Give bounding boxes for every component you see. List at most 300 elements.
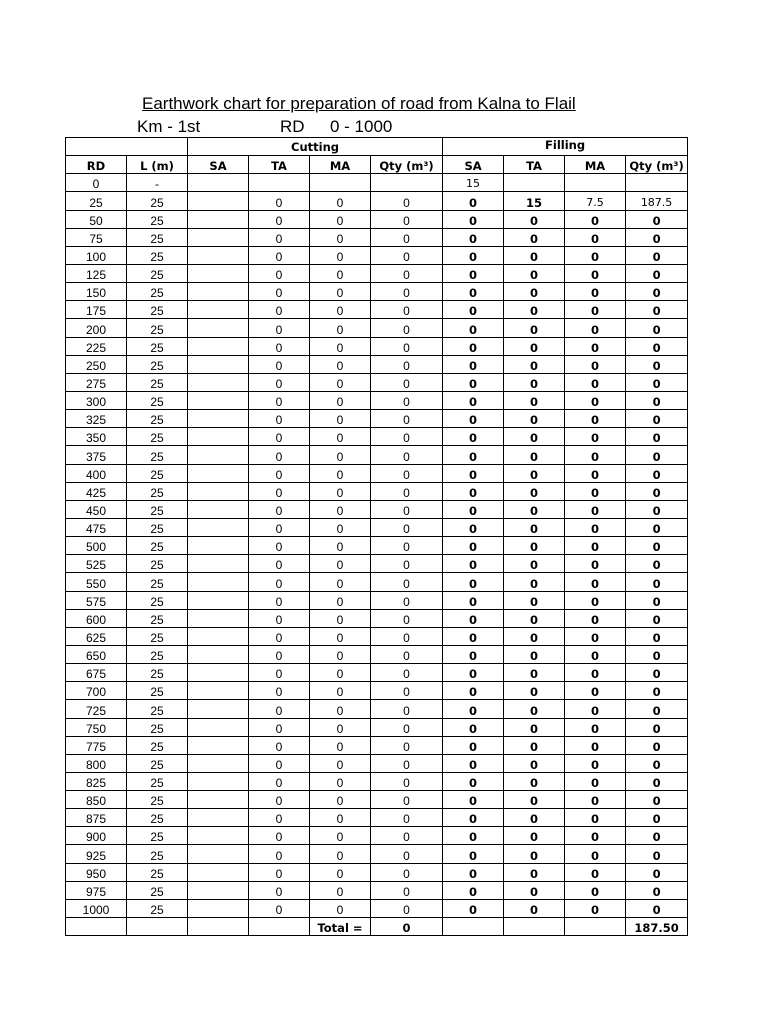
table-cell: 0 (310, 410, 371, 428)
table-cell: 0 (310, 863, 371, 881)
table-cell: 0 (249, 446, 310, 464)
table-cell: 0 (443, 410, 504, 428)
table-cell: 625 (66, 627, 127, 645)
table-cell: 0 (249, 682, 310, 700)
table-cell: 0 (371, 391, 443, 409)
table-cell: 0 (443, 446, 504, 464)
table-cell (188, 355, 249, 373)
table-cell: 0 (443, 863, 504, 881)
table-cell: 0 (565, 500, 626, 518)
table-cell: 950 (66, 863, 127, 881)
table-cell: 0 (626, 682, 688, 700)
table-cell: 25 (127, 264, 188, 282)
table-cell: 400 (66, 464, 127, 482)
table-cell: 0 (443, 283, 504, 301)
table-cell: 0 (371, 355, 443, 373)
table-cell: 0 (626, 573, 688, 591)
table-cell: 850 (66, 791, 127, 809)
table-cell: 1000 (66, 899, 127, 917)
table-row (66, 591, 688, 609)
table-cell (188, 464, 249, 482)
table-cell: 25 (127, 555, 188, 573)
table-cell: 0 (371, 555, 443, 573)
table-cell: 25 (127, 754, 188, 772)
table-cell: 0 (371, 645, 443, 663)
table-cell: 0 (443, 228, 504, 246)
table-cell: 0 (626, 482, 688, 500)
table-cell: 0 (626, 228, 688, 246)
table-cell: 0 (249, 391, 310, 409)
table-cell: 0 (310, 791, 371, 809)
table-cell: - (127, 174, 188, 192)
table-cell: 575 (66, 591, 127, 609)
table-cell: 0 (443, 591, 504, 609)
table-cell: 25 (127, 736, 188, 754)
column-header: L (m) (127, 156, 188, 174)
table-cell: 750 (66, 718, 127, 736)
table-cell: 0 (371, 337, 443, 355)
table-cell: 0 (504, 373, 565, 391)
table-cell: 0 (565, 283, 626, 301)
table-cell: 0 (249, 319, 310, 337)
table-cell: 0 (310, 228, 371, 246)
table-cell: 0 (504, 863, 565, 881)
table-row (66, 264, 688, 282)
table-cell: 0 (504, 319, 565, 337)
table-cell: 175 (66, 301, 127, 319)
table-cell: 0 (443, 573, 504, 591)
table-cell: 0 (443, 791, 504, 809)
table-cell: 0 (504, 428, 565, 446)
table-row (66, 863, 688, 881)
table-cell: 0 (310, 754, 371, 772)
table-cell: 0 (310, 555, 371, 573)
table-cell: 0 (249, 373, 310, 391)
table-cell: 0 (626, 373, 688, 391)
table-cell: 500 (66, 537, 127, 555)
table-cell: 0 (504, 700, 565, 718)
table-cell: 0 (626, 754, 688, 772)
table-cell: 0 (443, 827, 504, 845)
table-row (66, 627, 688, 645)
table-cell: 0 (310, 500, 371, 518)
table-cell: 0 (565, 391, 626, 409)
table-cell: 0 (504, 555, 565, 573)
table-cell: 0 (249, 809, 310, 827)
table-row (66, 754, 688, 772)
table-cell: 0 (565, 555, 626, 573)
table-cell: 0 (443, 337, 504, 355)
table-cell: 25 (127, 228, 188, 246)
table-row (66, 555, 688, 573)
table-cell: 0 (565, 591, 626, 609)
table-cell (188, 428, 249, 446)
table-cell: 225 (66, 337, 127, 355)
table-cell: 0 (626, 428, 688, 446)
table-cell: 0 (626, 518, 688, 536)
table-row (66, 573, 688, 591)
table-row (66, 537, 688, 555)
table-row (66, 283, 688, 301)
table-cell: 0 (626, 809, 688, 827)
table-cell: 0 (371, 573, 443, 591)
table-cell: 0 (626, 464, 688, 482)
table-cell: 0 (249, 627, 310, 645)
table-cell: 0 (310, 428, 371, 446)
table-cell: 0 (249, 555, 310, 573)
table-cell: 0 (565, 863, 626, 881)
table-cell: 0 (249, 500, 310, 518)
table-cell: 25 (127, 863, 188, 881)
table-cell: 300 (66, 391, 127, 409)
table-cell: 25 (127, 718, 188, 736)
table-cell: 800 (66, 754, 127, 772)
table-cell: 0 (443, 373, 504, 391)
table-cell: 25 (127, 772, 188, 790)
table-cell (188, 718, 249, 736)
table-cell: 0 (310, 301, 371, 319)
table-cell: 0 (371, 446, 443, 464)
table-cell: 350 (66, 428, 127, 446)
table-cell: 150 (66, 283, 127, 301)
table-cell: 0 (504, 736, 565, 754)
table-cell: 900 (66, 827, 127, 845)
table-cell: 25 (127, 428, 188, 446)
table-cell: 0 (565, 700, 626, 718)
table-cell: 25 (127, 537, 188, 555)
table-cell: 25 (127, 573, 188, 591)
table-row (66, 827, 688, 845)
table-cell (188, 537, 249, 555)
table-cell: 25 (127, 700, 188, 718)
table-cell: 25 (127, 246, 188, 264)
table-cell: 0 (310, 664, 371, 682)
table-cell: 0 (443, 428, 504, 446)
table-cell (371, 174, 443, 192)
table-cell: 0 (626, 246, 688, 264)
table-cell: 75 (66, 228, 127, 246)
table-cell: 0 (310, 319, 371, 337)
table-cell: 0 (626, 664, 688, 682)
table-cell: 0 (626, 645, 688, 663)
table-cell: 0 (565, 482, 626, 500)
column-header: MA (565, 156, 626, 174)
table-row (66, 355, 688, 373)
table-cell: 0 (310, 391, 371, 409)
table-row (66, 682, 688, 700)
table-cell: 0 (371, 682, 443, 700)
table-cell (188, 772, 249, 790)
table-cell: 25 (127, 591, 188, 609)
table-cell (504, 174, 565, 192)
table-cell: 0 (371, 192, 443, 210)
km-label: Km - 1st (137, 117, 201, 136)
table-cell: 0 (371, 301, 443, 319)
table-cell: 25 (127, 899, 188, 917)
table-cell: 7.5 (565, 192, 626, 210)
table-cell: 0 (565, 718, 626, 736)
table-row (66, 192, 688, 210)
table-cell (188, 283, 249, 301)
table-cell: 0 (504, 391, 565, 409)
table-cell (188, 591, 249, 609)
table-cell: 0 (310, 827, 371, 845)
table-cell: 0 (626, 319, 688, 337)
table-row (66, 809, 688, 827)
table-cell: 0 (443, 609, 504, 627)
table-cell: 0 (443, 682, 504, 700)
table-cell: 0 (626, 391, 688, 409)
table-cell: 25 (127, 500, 188, 518)
table-cell: 0 (504, 500, 565, 518)
table-row (66, 337, 688, 355)
totals-row (66, 918, 688, 936)
table-cell: 0 (443, 264, 504, 282)
table-cell: 0 (626, 301, 688, 319)
table-cell: 0 (626, 264, 688, 282)
table-cell (188, 573, 249, 591)
table-cell: 0 (371, 264, 443, 282)
table-cell: 187.5 (626, 192, 688, 210)
table-cell: 0 (310, 609, 371, 627)
table-cell: 15 (443, 174, 504, 192)
table-cell: 0 (443, 391, 504, 409)
table-row (66, 791, 688, 809)
total-cutting: 0 (371, 918, 443, 936)
group-header-row (66, 138, 688, 156)
table-cell (249, 918, 310, 936)
table-cell (188, 410, 249, 428)
table-cell: 0 (443, 809, 504, 827)
table-cell (188, 518, 249, 536)
table-cell (310, 174, 371, 192)
table-cell: 0 (565, 573, 626, 591)
table-cell: 0 (565, 228, 626, 246)
table-row (66, 319, 688, 337)
table-cell: 0 (504, 772, 565, 790)
table-cell: 0 (504, 754, 565, 772)
table-cell: 0 (504, 301, 565, 319)
table-cell: 0 (626, 881, 688, 899)
table-cell (188, 881, 249, 899)
table-cell: 0 (565, 899, 626, 917)
table-row (66, 373, 688, 391)
table-cell: 0 (249, 736, 310, 754)
table-cell: 0 (565, 464, 626, 482)
total-label: Total = (310, 918, 371, 936)
total-filling: 187.50 (626, 918, 688, 936)
table-cell: 0 (371, 809, 443, 827)
table-cell: 450 (66, 500, 127, 518)
table-cell: 0 (504, 264, 565, 282)
earthwork-table (65, 137, 688, 936)
table-cell: 0 (443, 210, 504, 228)
table-cell: 475 (66, 518, 127, 536)
table-cell: 600 (66, 609, 127, 627)
table-cell: 0 (565, 754, 626, 772)
table-row (66, 718, 688, 736)
table-cell: 0 (443, 772, 504, 790)
table-cell (443, 918, 504, 936)
table-cell: 0 (504, 410, 565, 428)
table-cell: 0 (371, 827, 443, 845)
table-cell: 550 (66, 573, 127, 591)
table-cell: 25 (127, 609, 188, 627)
table-cell: 0 (249, 537, 310, 555)
table-cell: 0 (626, 791, 688, 809)
table-cell: 0 (626, 355, 688, 373)
table-cell: 0 (626, 555, 688, 573)
table-cell (188, 555, 249, 573)
table-cell: 25 (127, 373, 188, 391)
column-header: MA (310, 156, 371, 174)
table-cell: 0 (626, 827, 688, 845)
table-cell (249, 174, 310, 192)
table-cell: 0 (249, 301, 310, 319)
table-cell: 25 (127, 337, 188, 355)
table-cell: 0 (504, 537, 565, 555)
table-cell: 25 (127, 809, 188, 827)
table-cell: 25 (127, 845, 188, 863)
table-cell (188, 246, 249, 264)
table-cell: 0 (504, 482, 565, 500)
table-cell: 25 (127, 319, 188, 337)
table-cell: 0 (371, 500, 443, 518)
table-cell: 0 (626, 845, 688, 863)
table-cell: 0 (504, 664, 565, 682)
table-cell: 0 (371, 791, 443, 809)
table-cell: 0 (626, 899, 688, 917)
table-cell: 0 (371, 228, 443, 246)
table-cell (188, 664, 249, 682)
column-header: SA (443, 156, 504, 174)
table-cell: 0 (310, 682, 371, 700)
table-cell: 0 (443, 664, 504, 682)
table-cell (188, 319, 249, 337)
table-cell: 0 (565, 246, 626, 264)
table-cell: 0 (626, 210, 688, 228)
table-cell: 0 (310, 518, 371, 536)
table-cell: 0 (249, 718, 310, 736)
table-cell: 0 (310, 899, 371, 917)
table-cell: 0 (626, 591, 688, 609)
table-cell (188, 192, 249, 210)
table-cell: 0 (626, 736, 688, 754)
table-cell: 25 (127, 645, 188, 663)
table-cell: 0 (626, 446, 688, 464)
table-cell (626, 174, 688, 192)
table-cell (188, 918, 249, 936)
table-row (66, 210, 688, 228)
table-cell: 0 (249, 337, 310, 355)
table-cell: 0 (371, 881, 443, 899)
table-cell: 0 (249, 192, 310, 210)
table-cell: 0 (626, 772, 688, 790)
table-cell: 0 (565, 264, 626, 282)
table-cell: 0 (504, 246, 565, 264)
table-cell: 0 (626, 700, 688, 718)
table-cell: 0 (565, 210, 626, 228)
table-cell: 0 (249, 827, 310, 845)
table-cell: 0 (371, 464, 443, 482)
table-cell: 0 (443, 518, 504, 536)
table-cell: 0 (310, 718, 371, 736)
table-cell: 0 (310, 700, 371, 718)
table-cell: 425 (66, 482, 127, 500)
table-cell: 0 (504, 845, 565, 863)
table-cell: 0 (371, 863, 443, 881)
table-cell: 0 (504, 283, 565, 301)
table-cell (565, 918, 626, 936)
table-cell: 0 (249, 283, 310, 301)
table-cell: 25 (127, 827, 188, 845)
table-cell: 0 (249, 845, 310, 863)
table-cell: 15 (504, 192, 565, 210)
table-cell: 925 (66, 845, 127, 863)
table-cell: 0 (310, 537, 371, 555)
table-cell: 0 (310, 264, 371, 282)
table-cell: 0 (626, 500, 688, 518)
table-row (66, 664, 688, 682)
table-cell: 0 (66, 174, 127, 192)
table-cell: 0 (371, 591, 443, 609)
table-cell: 0 (371, 627, 443, 645)
table-cell (188, 301, 249, 319)
table-cell: 0 (310, 845, 371, 863)
table-cell (127, 918, 188, 936)
table-cell: 50 (66, 210, 127, 228)
table-cell: 0 (443, 881, 504, 899)
table-cell: 0 (249, 772, 310, 790)
table-cell: 25 (127, 355, 188, 373)
table-cell (188, 210, 249, 228)
table-cell (188, 174, 249, 192)
table-cell: 0 (371, 664, 443, 682)
table-cell: 0 (371, 537, 443, 555)
table-cell: 0 (249, 863, 310, 881)
table-row (66, 391, 688, 409)
table-cell: 0 (626, 609, 688, 627)
table-cell: 0 (443, 301, 504, 319)
table-cell: 0 (249, 899, 310, 917)
table-cell (188, 373, 249, 391)
table-cell: 725 (66, 700, 127, 718)
table-cell: 0 (371, 246, 443, 264)
table-cell: 0 (504, 446, 565, 464)
table-cell: 0 (565, 609, 626, 627)
table-cell: 0 (310, 772, 371, 790)
table-cell: 25 (127, 210, 188, 228)
table-cell: 0 (371, 482, 443, 500)
table-cell: 0 (249, 609, 310, 627)
table-row (66, 736, 688, 754)
table-cell: 0 (310, 283, 371, 301)
table-cell: 0 (443, 355, 504, 373)
table-cell: 0 (504, 827, 565, 845)
table-cell: 0 (371, 845, 443, 863)
table-cell (188, 845, 249, 863)
table-cell: 0 (249, 791, 310, 809)
table-cell: 0 (504, 791, 565, 809)
table-cell: 325 (66, 410, 127, 428)
table-row (66, 700, 688, 718)
table-cell (188, 264, 249, 282)
table-cell: 25 (127, 518, 188, 536)
table-cell: 0 (249, 410, 310, 428)
table-row (66, 899, 688, 917)
table-cell: 25 (127, 192, 188, 210)
table-cell: 650 (66, 645, 127, 663)
